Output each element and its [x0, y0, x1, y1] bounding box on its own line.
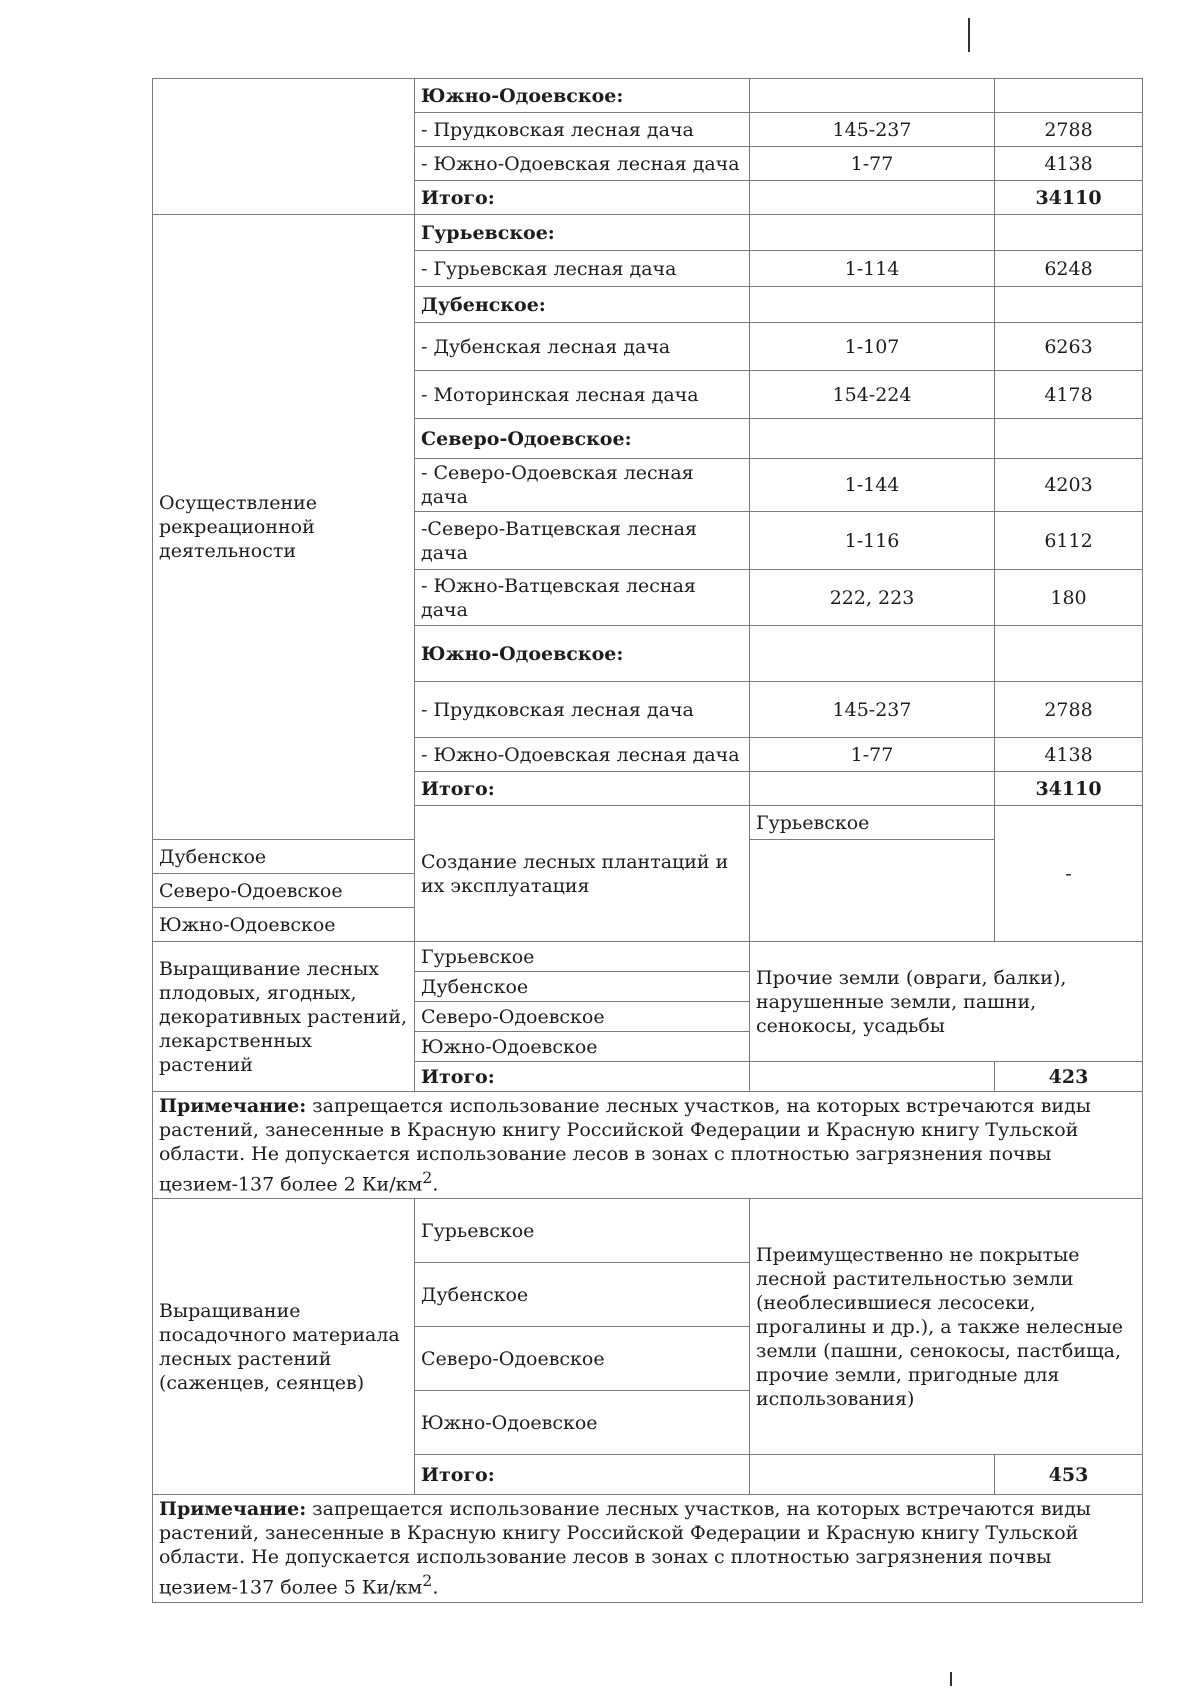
lands-description: Прочие земли (овраги, балки), нарушенные земли, пашни, сенокосы, усадьбы — [750, 942, 1143, 1062]
quarters-cell: 222, 223 — [750, 570, 995, 626]
quarters-cell: 1-116 — [750, 512, 995, 570]
quarters-cell: 145-237 — [750, 682, 995, 738]
forest-dacha-name: - Южно-Одоевская лесная дача — [415, 738, 750, 772]
total-label: Итого: — [415, 772, 750, 806]
forestry-name: Южно-Одоевское — [415, 1032, 750, 1062]
quarters-cell: 1-77 — [750, 147, 995, 181]
note-text: запрещается использование лесных участков, на которых встречаются виды растений, занесенные в Красную книгу Российской Федерации и Красную книгу Тульской области. Не допускается использование лесов в зонах с плотностью загрязнения почвы цезием-137 более 2 Ки/км — [159, 1095, 1091, 1196]
forest-dacha-name: - Северо-Одоевская лесная дача — [415, 459, 750, 512]
total-value: 453 — [995, 1455, 1143, 1495]
forestry-name: Северо-Одоевское — [415, 1002, 750, 1032]
area-cell: 180 — [995, 570, 1143, 626]
forest-dacha-name: - Южно-Одоевская лесная дача — [415, 147, 750, 181]
note-end: . — [432, 1173, 439, 1196]
quarters-cell: 1-107 — [750, 323, 995, 371]
note-1 — [153, 1092, 1143, 1199]
note-2 — [153, 1495, 1143, 1602]
plantations-dash: - — [995, 806, 1143, 942]
quarters-cell: 1-114 — [750, 251, 995, 287]
total-value: 34110 — [995, 772, 1143, 806]
scan-mark-top — [968, 18, 970, 52]
lands-description: Преимущественно не покрытые лесной растительностью земли (необлесившиеся лесосеки, прогалины и др.), а также нелесные земли (пашни, сенокосы, пастбища, прочие земли, пригодные для использования) — [750, 1199, 1143, 1455]
forest-dacha-name: - Гурьевская лесная дача — [415, 251, 750, 287]
forestry-group-name: Дубенское: — [415, 287, 750, 323]
forest-dacha-name: - Моторинская лесная дача — [415, 371, 750, 419]
activity-recreation: Осуществление рекреационной деятельности — [153, 215, 415, 840]
forestry-name: Северо-Одоевское — [153, 874, 415, 908]
forestry-group-name: Северо-Одоевское: — [415, 419, 750, 459]
forestry-group-name: Гурьевское: — [415, 215, 750, 251]
area-cell: 6248 — [995, 251, 1143, 287]
forestry-name: Гурьевское — [415, 942, 750, 972]
total-value: 34110 — [995, 181, 1143, 215]
area-cell: 4138 — [995, 147, 1143, 181]
activity-plantations: Создание лесных плантаций и их эксплуатация — [415, 806, 750, 942]
note-end: . — [432, 1576, 439, 1599]
forestry-name: Северо-Одоевское — [415, 1327, 750, 1391]
forestry-name: Южно-Одоевское — [415, 1391, 750, 1455]
forestry-name: Гурьевское — [415, 1199, 750, 1263]
forestry-name: Дубенское — [415, 972, 750, 1002]
table-row — [153, 215, 1143, 251]
quarters-cell: 1-77 — [750, 738, 995, 772]
total-label: Итого: — [415, 181, 750, 215]
forestry-name: Дубенское — [415, 1263, 750, 1327]
area-cell: 6112 — [995, 512, 1143, 570]
quarters-cell: 145-237 — [750, 113, 995, 147]
area-cell: 2788 — [995, 682, 1143, 738]
total-label: Итого: — [415, 1455, 750, 1495]
total-value: 423 — [995, 1062, 1143, 1092]
table-row — [153, 1092, 1143, 1199]
scan-mark-bottom — [950, 1672, 952, 1686]
activity-fruit-plants: Выращивание лесных плодовых, ягодных, декоративных растений, лекарственных растений — [153, 942, 415, 1092]
note-label: Примечание: — [159, 1498, 307, 1521]
note-label: Примечание: — [159, 1095, 307, 1117]
forest-dacha-name: - Прудковская лесная дача — [415, 682, 750, 738]
note-superscript: 2 — [422, 1168, 433, 1187]
quarters-cell: 1-144 — [750, 459, 995, 512]
forestry-group-name: Южно-Одоевское: — [415, 79, 750, 113]
forest-dacha-name: - Прудковская лесная дача — [415, 113, 750, 147]
activity-planting-material: Выращивание посадочного материала лесных растений (саженцев, сеянцев) — [153, 1199, 415, 1495]
area-cell: 4178 — [995, 371, 1143, 419]
note-text: запрещается использование лесных участков, на которых встречаются виды растений, занесенные в Красную книгу Российской Федерации и Красную книгу Тульской области. Не допускается использование лесов в зонах с плотностью загрязнения почвы цезием-137 более 5 Ки/км — [159, 1498, 1091, 1599]
forest-dacha-name: -Северо-Ватцевская лесная дача — [415, 512, 750, 570]
forestry-name: Дубенское — [153, 840, 415, 874]
table-row — [153, 1199, 1143, 1263]
area-cell: 6263 — [995, 323, 1143, 371]
forest-dacha-name: - Южно-Ватцевская лесная дача — [415, 570, 750, 626]
table-row — [153, 942, 1143, 972]
total-label: Итого: — [415, 1062, 750, 1092]
forestry-name: Южно-Одоевское — [153, 908, 415, 942]
table-row — [153, 79, 1143, 113]
area-cell: 4138 — [995, 738, 1143, 772]
area-cell: 4203 — [995, 459, 1143, 512]
area-cell: 2788 — [995, 113, 1143, 147]
note-superscript: 2 — [422, 1571, 433, 1591]
forestry-group-name: Южно-Одоевское: — [415, 626, 750, 682]
forestry-name: Гурьевское — [750, 806, 995, 840]
forest-dacha-name: - Дубенская лесная дача — [415, 323, 750, 371]
forest-use-table — [152, 78, 1143, 1603]
table-row — [153, 1495, 1143, 1602]
quarters-cell: 154-224 — [750, 371, 995, 419]
activity-cell — [153, 79, 415, 215]
